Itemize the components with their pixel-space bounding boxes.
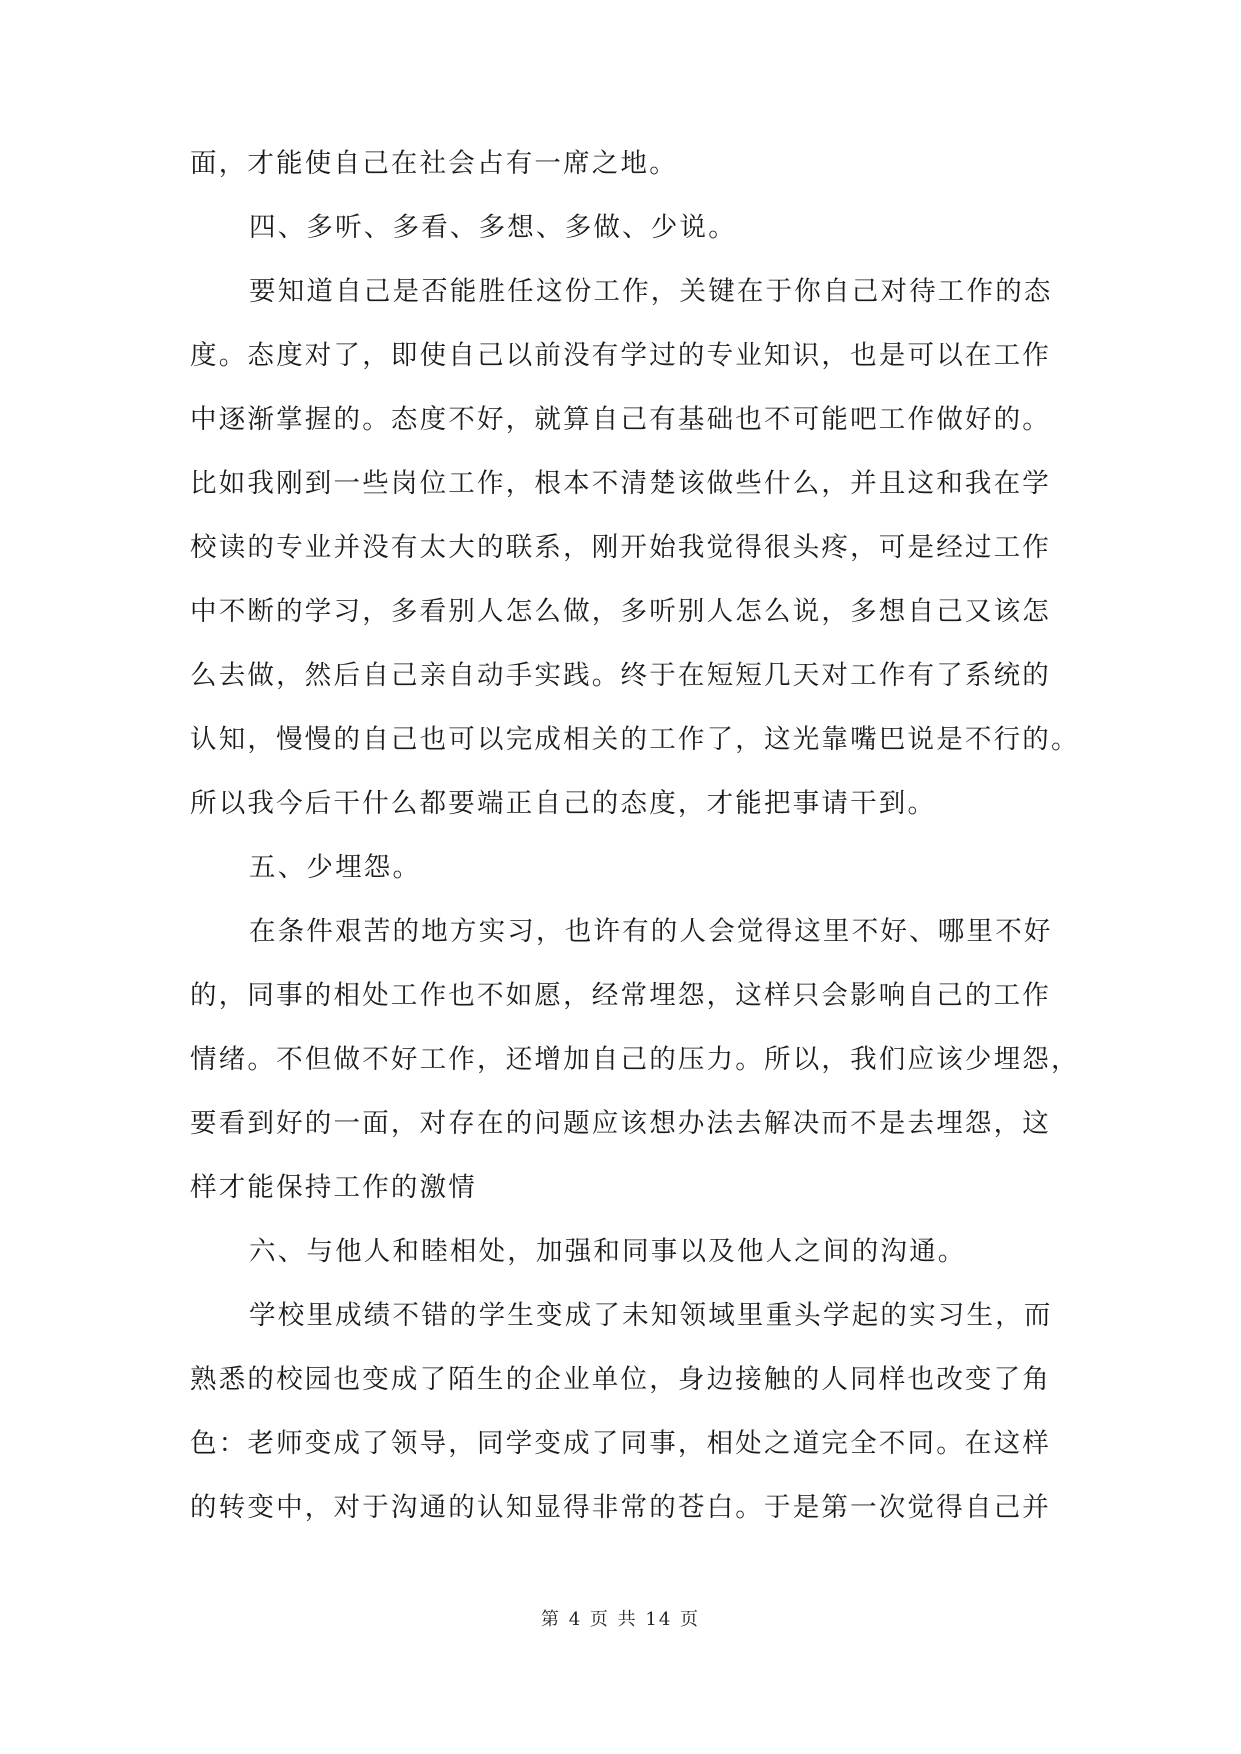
- paragraph-line: 学校里成绩不错的学生变成了未知领域里重头学起的实习生，而: [249, 1300, 1053, 1331]
- paragraph-line: 认知，慢慢的自己也可以完成相关的工作了，这光靠嘴巴说是不行的。: [190, 724, 1080, 755]
- footer-suffix: 页: [680, 1609, 701, 1630]
- section-heading: 四、多听、多看、多想、多做、少说。: [249, 212, 737, 243]
- paragraph-line: 校读的专业并没有太大的联系，刚开始我觉得很头疼，可是经过工作: [190, 532, 1051, 563]
- paragraph-line: 的，同事的相处工作也不如愿，经常埋怨，这样只会影响自己的工作: [190, 980, 1051, 1011]
- paragraph-line: 要知道自己是否能胜任这份工作，关键在于你自己对待工作的态: [249, 276, 1053, 307]
- paragraph-line: 所以我今后干什么都要端正自己的态度，才能把事请干到。: [190, 788, 937, 819]
- paragraph-line: 面，才能使自己在社会占有一席之地。: [190, 148, 678, 179]
- paragraph-line: 熟悉的校园也变成了陌生的企业单位，身边接触的人同样也改变了角: [190, 1364, 1051, 1395]
- paragraph-line: 样才能保持工作的激情: [190, 1172, 477, 1203]
- paragraph-line: 度。态度对了，即使自己以前没有学过的专业知识，也是可以在工作: [190, 340, 1051, 371]
- paragraph-line: 色：老师变成了领导，同学变成了同事，相处之道完全不同。在这样: [190, 1428, 1051, 1459]
- paragraph-line: 情绪。不但做不好工作，还增加自己的压力。所以，我们应该少埋怨，: [190, 1044, 1080, 1075]
- footer-prefix: 第: [540, 1609, 561, 1630]
- total-pages-number: 14: [645, 1609, 673, 1630]
- section-heading: 五、少埋怨。: [249, 852, 422, 883]
- section-heading: 六、与他人和睦相处，加强和同事以及他人之间的沟通。: [249, 1236, 967, 1267]
- current-page-number: 4: [568, 1609, 583, 1630]
- paragraph-line: 比如我刚到一些岗位工作，根本不清楚该做些什么，并且这和我在学: [190, 468, 1051, 499]
- paragraph-line: 么去做，然后自己亲自动手实践。终于在短短几天对工作有了系统的: [190, 660, 1051, 691]
- paragraph-line: 在条件艰苦的地方实习，也许有的人会觉得这里不好、哪里不好: [249, 916, 1053, 947]
- paragraph-line: 中不断的学习，多看别人怎么做，多听别人怎么说，多想自己又该怎: [190, 596, 1051, 627]
- footer-middle: 页 共: [589, 1609, 638, 1630]
- paragraph-line: 中逐渐掌握的。态度不好，就算自己有基础也不可能吧工作做好的。: [190, 404, 1051, 435]
- paragraph-line: 要看到好的一面，对存在的问题应该想办法去解决而不是去埋怨，这: [190, 1108, 1051, 1139]
- page-footer: [0, 1608, 1241, 1632]
- paragraph-line: 的转变中，对于沟通的认知显得非常的苍白。于是第一次觉得自己并: [190, 1492, 1051, 1523]
